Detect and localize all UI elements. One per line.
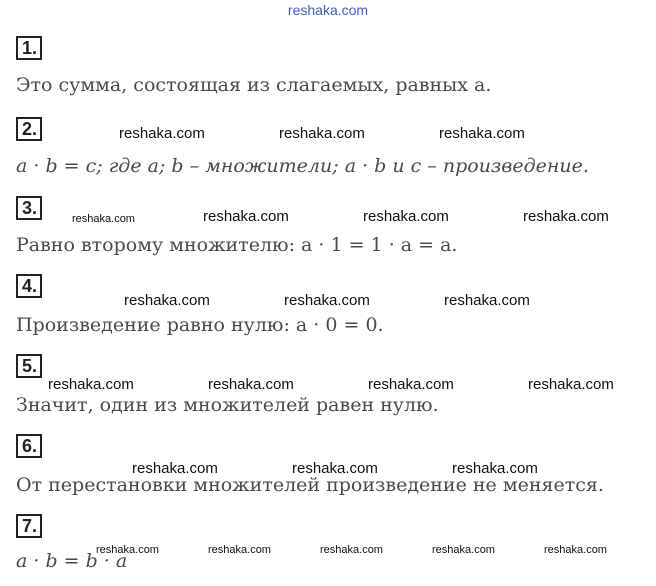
watermark: reshaka.com bbox=[320, 544, 383, 556]
watermark: reshaka.com bbox=[292, 460, 378, 477]
watermark: reshaka.com bbox=[124, 292, 210, 309]
item-number-box: 7. bbox=[16, 514, 42, 538]
watermark: reshaka.com bbox=[96, 544, 159, 556]
watermark: reshaka.com bbox=[368, 376, 454, 393]
answer-text: a · b = c; где a; b – множители; a · b и c – произведение. bbox=[16, 155, 589, 177]
watermark: reshaka.com bbox=[279, 125, 365, 142]
item-number-box: 5. bbox=[16, 354, 42, 378]
watermark: reshaka.com bbox=[203, 208, 289, 225]
item-number-box: 4. bbox=[16, 274, 42, 298]
item-number-box: 2. bbox=[16, 117, 42, 141]
watermark: reshaka.com bbox=[523, 208, 609, 225]
watermark: reshaka.com bbox=[132, 460, 218, 477]
item-number-box: 1. bbox=[16, 36, 42, 60]
watermark: reshaka.com bbox=[208, 544, 271, 556]
watermark: reshaka.com bbox=[528, 376, 614, 393]
answer-text: Произведение равно нулю: a · 0 = 0. bbox=[16, 314, 384, 336]
answer-text: От перестановки множителей произведение не меняется. bbox=[16, 474, 604, 496]
answer-text: Это сумма, состоящая из слагаемых, равных a. bbox=[16, 74, 492, 96]
item-number-box: 6. bbox=[16, 434, 42, 458]
watermark: reshaka.com bbox=[439, 125, 525, 142]
watermark: reshaka.com bbox=[48, 376, 134, 393]
answer-text: a · b = b · a bbox=[16, 550, 128, 572]
watermark: reshaka.com bbox=[544, 544, 607, 556]
watermark: reshaka.com bbox=[432, 544, 495, 556]
answer-text: Значит, один из множителей равен нулю. bbox=[16, 394, 439, 416]
watermark: reshaka.com bbox=[444, 292, 530, 309]
item-number-box: 3. bbox=[16, 196, 42, 220]
watermark: reshaka.com bbox=[208, 376, 294, 393]
watermark: reshaka.com bbox=[119, 125, 205, 142]
watermark: reshaka.com bbox=[284, 292, 370, 309]
answer-text: Равно второму множителю: a · 1 = 1 · a = a. bbox=[16, 234, 458, 256]
watermark: reshaka.com bbox=[72, 213, 135, 225]
site-watermark: reshaka.com bbox=[287, 2, 369, 18]
watermark: reshaka.com bbox=[452, 460, 538, 477]
watermark: reshaka.com bbox=[363, 208, 449, 225]
